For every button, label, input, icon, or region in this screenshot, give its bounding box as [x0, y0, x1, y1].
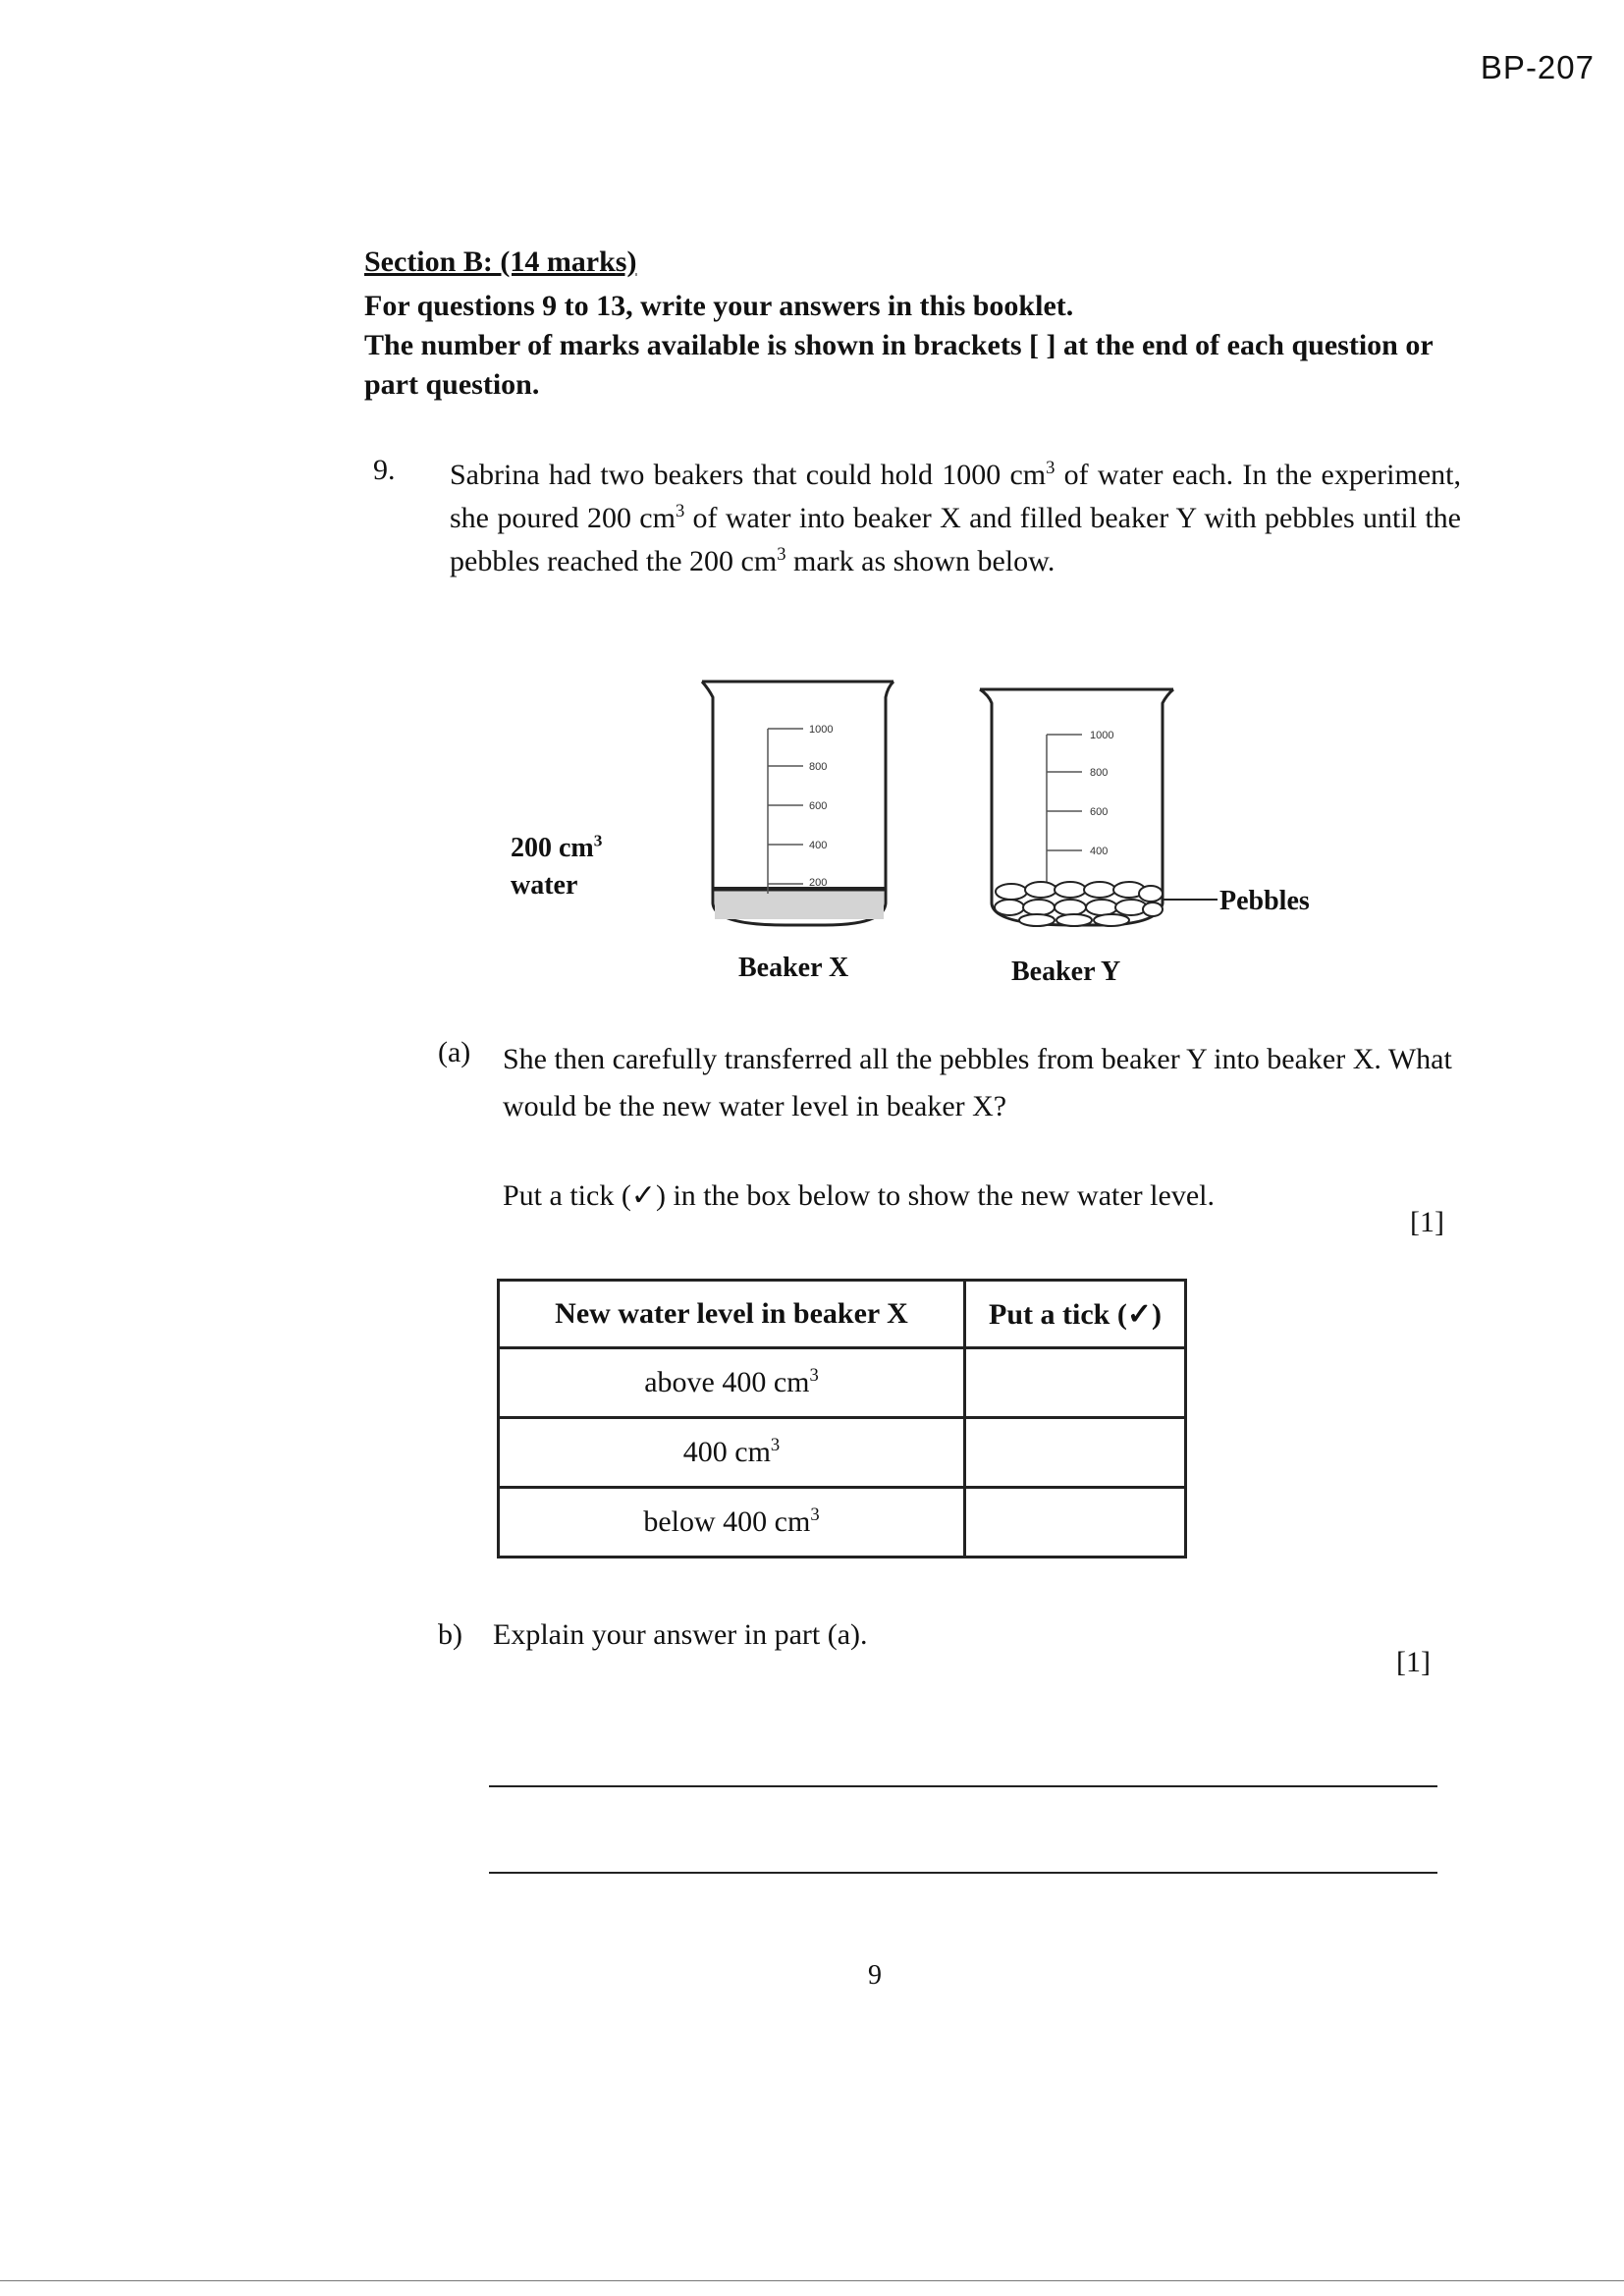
- page-code: BP-207: [1480, 49, 1595, 85]
- part-a-text: She then carefully transferred all the pebbles from beaker Y into beaker X. What would be the new water level in beaker X?: [503, 1043, 1452, 1122]
- scale-y-400: 400: [1090, 846, 1109, 857]
- scale-x-400: 400: [809, 840, 828, 851]
- tick-box-above-400[interactable]: [965, 1348, 1186, 1418]
- tick-box-400[interactable]: [965, 1418, 1186, 1488]
- beaker-x-scale: [768, 729, 803, 894]
- scale-x-800: 800: [809, 761, 828, 773]
- table-header-level: New water level in beaker X: [499, 1281, 965, 1348]
- water-label: 200 $cm^3$ water: [511, 831, 603, 901]
- part-b-label: b): [438, 1618, 462, 1651]
- table-row: [499, 1418, 1186, 1488]
- section-instructions: [364, 287, 1444, 405]
- table-header-tick: Put a tick (✓): [965, 1281, 1186, 1348]
- bottom-border: [0, 2280, 1624, 2281]
- pebbles-label: Pebbles: [1219, 886, 1310, 916]
- answer-line-2[interactable]: [489, 1872, 1437, 1874]
- part-a-marks: [1]: [1410, 1206, 1444, 1238]
- section-title: Section B: (14 marks): [364, 246, 637, 278]
- table-row: [499, 1348, 1186, 1418]
- instruction-line-1: For questions 9 to 13, write your answers in this booklet.: [364, 290, 1074, 322]
- beaker-y-label: Beaker Y: [1011, 957, 1121, 987]
- answer-line-1[interactable]: [489, 1785, 1437, 1787]
- beaker-x-label: Beaker X: [738, 953, 849, 983]
- part-b-marks: [1]: [1396, 1646, 1431, 1678]
- beakers-figure: [491, 668, 1375, 1002]
- answer-table: [497, 1279, 1187, 1558]
- scale-y-1000: 1000: [1090, 730, 1114, 741]
- part-a-label: (a): [438, 1036, 471, 1068]
- scale-y-800: 800: [1090, 767, 1109, 779]
- question-number: 9.: [373, 454, 396, 486]
- tick-box-below-400[interactable]: [965, 1488, 1186, 1558]
- beaker-y-scale: [1047, 735, 1082, 894]
- scale-x-200: 200: [809, 877, 828, 889]
- question-text: Sabrina had two beakers that could hold 1000 $cm^3$ of water each. In the experiment, she poured 200 $cm^3$ of water into beaker X and filled beaker Y with pebbles until the pebbles reached the 200 $cm^3$ mark as shown below.: [450, 458, 1462, 577]
- pebbles: [995, 882, 1163, 926]
- scale-x-1000: 1000: [809, 724, 834, 736]
- option-400: 400 $cm^3$: [499, 1418, 965, 1488]
- part-b-text: Explain your answer in part (a).: [493, 1618, 868, 1651]
- table-row: [499, 1488, 1186, 1558]
- scale-y-600: 600: [1090, 806, 1109, 818]
- option-above-400: above 400 $cm^3$: [499, 1348, 965, 1418]
- page-number: 9: [868, 1960, 882, 1991]
- beaker-x: [702, 682, 893, 925]
- option-below-400: below 400 $cm^3$: [499, 1488, 965, 1558]
- tick-instruction: Put a tick (✓) in the box below to show the new water level.: [503, 1179, 1215, 1212]
- instruction-line-2: The number of marks available is shown in brackets [ ] at the end of each question or part question.: [364, 329, 1434, 401]
- scale-x-600: 600: [809, 800, 828, 812]
